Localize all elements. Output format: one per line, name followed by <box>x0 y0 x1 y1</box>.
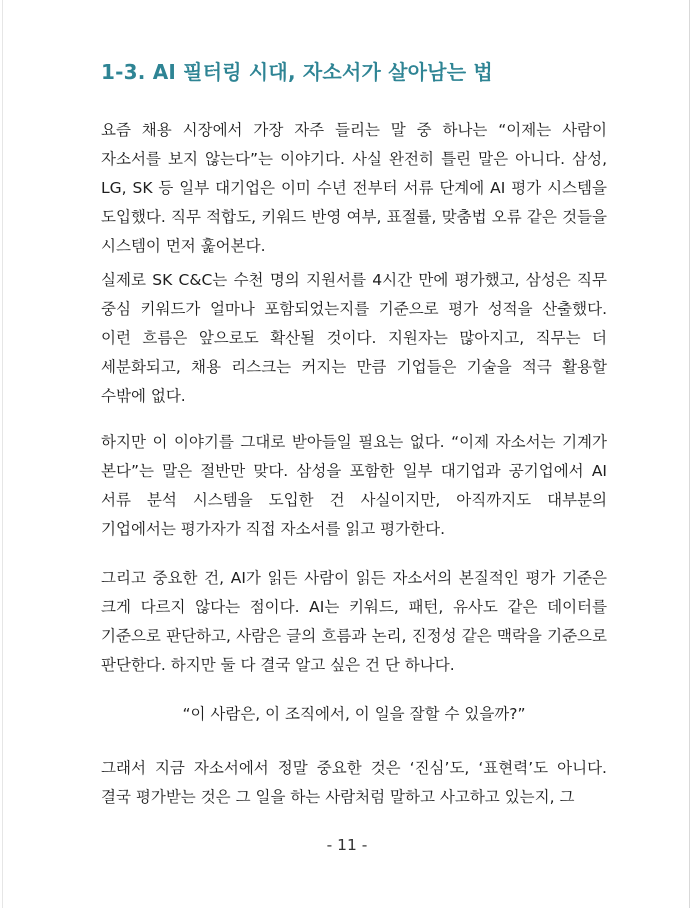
paragraph-1: 요즘 채용 시장에서 가장 자주 들리는 말 중 하나는 “이제는 사람이 자소서를 보지 않는다”는 이야기다. 사실 완전히 틀린 말은 아니다. 삼성, LG, SK 등 일부 대기업은 이미 수년 전부터 서류 단계에 AI 평가 시스템을 도입했다. 직무 적합도, 키워드 반영 여부, 표절률, 맞춤법 오류 같은 것들을 시스템이 먼저 훑어본다. <box>101 121 607 255</box>
closing-paragraph: 그래서 지금 자소서에서 정말 중요한 것은 ‘진심’도, ‘표현력’도 아니다. 결국 평가받는 것은 그 일을 하는 사람처럼 말하고 사고하고 있는지, 그 <box>101 759 607 806</box>
paragraph-4: 그리고 중요한 건, AI가 읽든 사람이 읽든 자소서의 본질적인 평가 기준은 크게 다르지 않다는 점이다. AI는 키워드, 패턴, 유사도 같은 데이터를 기준으로 판단하고, 사람은 글의 흐름과 논리, 진정성 같은 맥락을 기준으로 판단한다. 하지만 둘 다 결국 알고 싶은 건 단 하나다. <box>101 569 607 674</box>
centered-quote: “이 사람은, 이 조직에서, 이 일을 잘할 수 있을까?” <box>182 705 526 723</box>
page-number: - 11 - <box>326 836 368 854</box>
paragraph-3: 하지만 이 이야기를 그대로 받아들일 필요는 없다. “이제 자소서는 기계가 본다”는 말은 절반만 맞다. 삼성을 포함한 일부 대기업과 공기업에서 AI 서류 분석 시스템을 도입한 건 사실이지만, 아직까지도 대부분의 기업에서는 평가자가 직접 자소서를 읽고 평가한다. <box>101 433 607 538</box>
paragraph-2: 실제로 SK C&C는 수천 명의 지원서를 4시간 만에 평가했고, 삼성은 직무 중심 키워드가 얼마나 포함되었는지를 기준으로 평가 성적을 산출했다. 이런 흐름은 앞으로도 확산될 것이다. 지원자는 많아지고, 직무는 더 세분화되고, 채용 리스크는 커지는 만큼 기업들은 기술을 적극 활용할 수밖에 없다. <box>101 271 607 405</box>
document-page <box>2 0 690 908</box>
section-heading: 1-3. AI 필터링 시대, 자소서가 살아남는 법 <box>101 60 493 84</box>
